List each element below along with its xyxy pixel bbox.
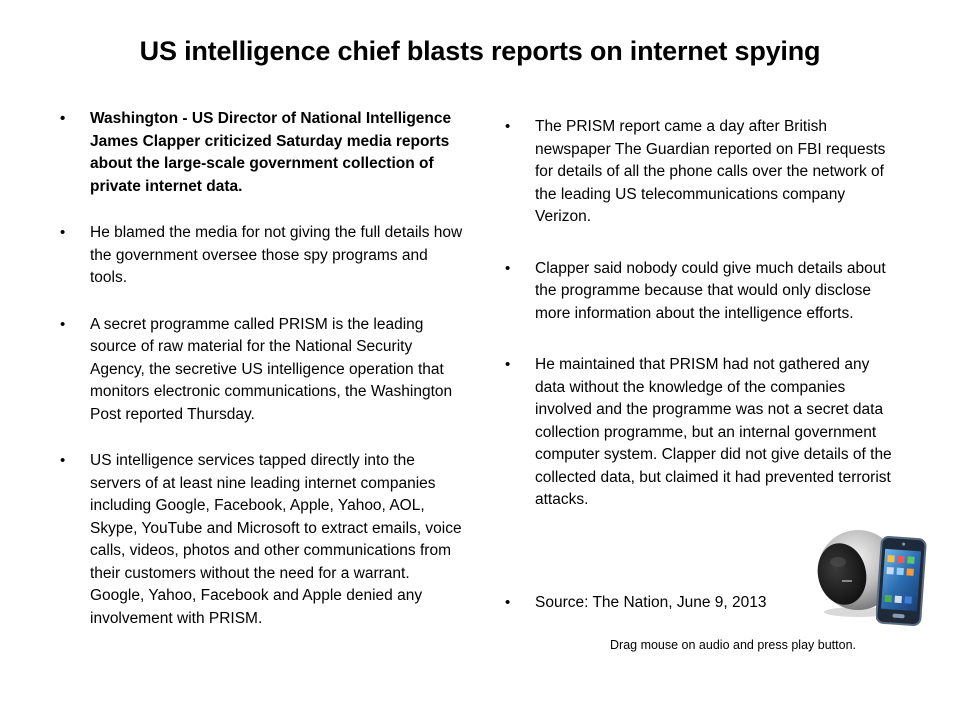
bullet-marker: • — [505, 356, 511, 373]
bullet-marker: • — [505, 259, 511, 277]
left-column — [60, 108, 465, 654]
bullet-text: He blamed the media for not giving the full details how the government oversee those spy programs and tools. — [90, 224, 463, 286]
source-line — [505, 592, 805, 615]
slide-title: US intelligence chief blasts reports on internet spying — [139, 36, 821, 66]
bullet-text: The PRISM report came a day after British newspaper The Guardian reported on FBI requests for details of all the phone calls over the network of the leading US telecommunications company Verizon. — [535, 118, 886, 225]
bullet-marker: • — [60, 315, 66, 333]
bullet-item — [60, 108, 465, 198]
bullet-item — [60, 450, 465, 630]
bullet-text: He maintained that PRISM had not gathered any data without the knowledge of the companies involved and the programme was not a secret data collection programme, but an internal government computer system. Clapper did not give details of the collected data, but claimed it had prevented terrorist attacks. — [535, 356, 892, 508]
bullet-item — [60, 222, 465, 290]
bullet-item — [505, 354, 900, 512]
bullet-marker: • — [505, 118, 511, 135]
bullet-item — [60, 314, 465, 427]
bullet-item — [505, 592, 805, 615]
bullet-text: A secret programme called PRISM is the leading source of raw material for the National Security Agency, the secretive US intelligence operation that monitors electronic communications, the Washington Post reported Thursday. — [90, 315, 453, 423]
bullet-marker: • — [505, 594, 511, 611]
right-column — [505, 116, 900, 541]
smartphone-icon — [876, 536, 928, 628]
bullet-marker: • — [60, 224, 66, 241]
bullet-marker: • — [60, 110, 66, 127]
audio-instruction: Drag mouse on audio and press play button. — [610, 638, 856, 652]
source-text: Source: The Nation, June 9, 2013 — [535, 594, 767, 611]
bullet-text: Washington - US Director of National Intelligence James Clapper criticized Saturday media reports about the large-scale government collection of private internet data. — [90, 110, 452, 195]
bullet-item — [505, 116, 900, 229]
bullet-text: Clapper said nobody could give much details about the programme because that would only disclose more information about the intelligence efforts. — [535, 259, 886, 322]
bullet-text: US intelligence services tapped directly into the servers of at least nine leading internet companies including Google, Facebook, Apple, Yahoo, AOL, Skype, YouTube and Microsoft to extract emails, voice calls, videos, photos and other communications from their customers without the need for a warrant. Google, Yahoo, Facebook and Apple denied any involvement with PRISM. — [90, 452, 462, 627]
bullet-item — [505, 258, 900, 326]
bullet-marker: • — [60, 452, 66, 469]
